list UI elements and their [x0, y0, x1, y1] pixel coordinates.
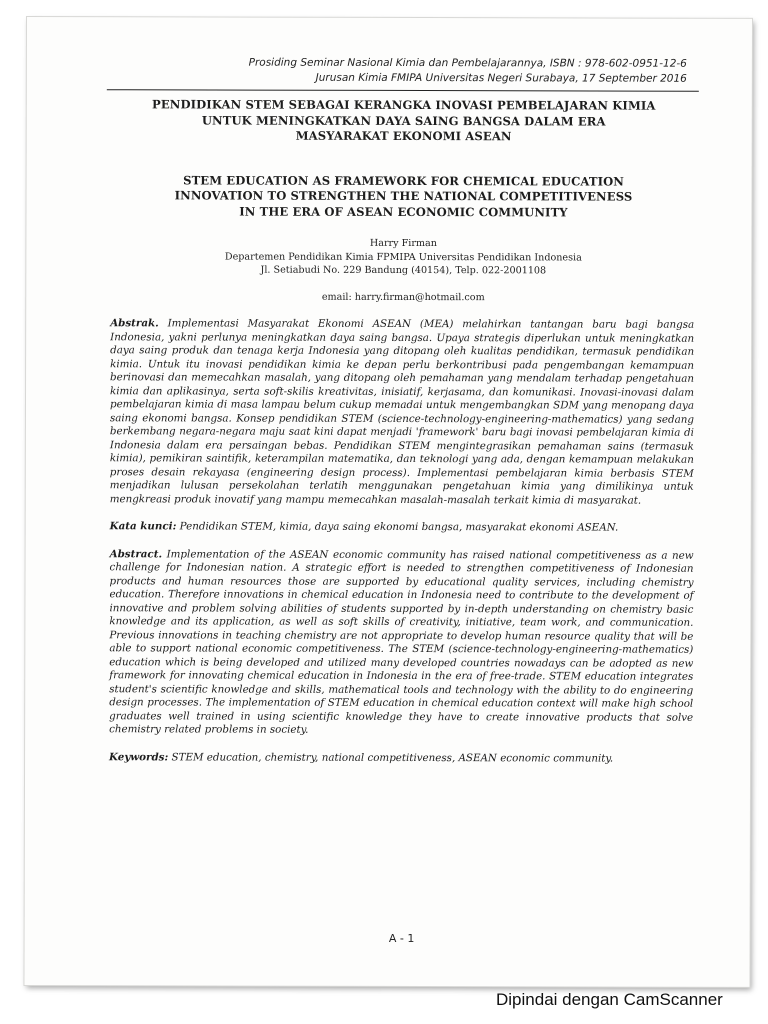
- title-id-line-3: MASYARAKAT EKONOMI ASEAN: [295, 128, 512, 144]
- abstract-en-text: Implementation of the ASEAN economic community has raised national competitiveness as a new challenge for Indonesian nation. A strategic effort is needed to strengthen competitiveness of Indonesian products and human resources those are supported by educational quality services, including chemistry education. Therefore innovations in chemical education in Indonesia need to contribute to the development of innovative and problem solving abilities of students supported by in-depth understanding on chemistry basic knowledge and its application, as well as soft skills of creativity, initiative, team work, and communication. Previous innovations in teaching chemistry are not appropriate to develop human resource quality that will be able to support national economic competitiveness. The STEM (science-technology-engineering-mathematics) education which is being developed and utilized many developed countries nowadays can be adopted as new framework for innovating chemical education in Indonesia in the era of free-trade. STEM education integrates student's scientific knowledge and skills, mathematical tools and technology with the ability to do engineering design processes. The implementation of STEM education in chemical education context will make high school graduates well trained in using scientific knowledge they have to create innovative products that solve chemistry related problems in society.: [109, 547, 694, 736]
- keywords-indonesian: [110, 520, 694, 535]
- author-address: Jl. Setiabudi No. 229 Bandung (40154), Telp. 022-2001108: [260, 264, 547, 277]
- title-en-line-2: INNOVATION TO STRENGTHEN THE NATIONAL COMPETITIVENESS: [174, 188, 633, 204]
- header-department-line: Jurusan Kimia FMIPA Universitas Negeri Surabaya, 17 September 2016: [315, 71, 687, 85]
- header-proceedings-line: Prosiding Seminar Nasional Kimia dan Pembelajarannya, ISBN : 978-602-0951-12-6: [248, 56, 687, 70]
- author-affiliation: Departemen Pendidikan Kimia FPMIPA Universitas Pendidikan Indonesia: [224, 251, 582, 263]
- author-email: email: harry.firman@hotmail.com: [321, 291, 485, 303]
- keywords-en-label: Keywords:: [109, 750, 169, 763]
- abstract-en-label: Abstract.: [109, 547, 163, 560]
- abstract-indonesian: [110, 317, 694, 508]
- title-english: [112, 173, 694, 221]
- abstract-english: [109, 548, 693, 739]
- camscanner-watermark: Dipindai dengan CamScanner: [496, 990, 723, 1009]
- title-en-line-3: IN THE ERA OF ASEAN ECONOMIC COMMUNITY: [239, 204, 568, 219]
- keywords-id-text: Pendidikan STEM, kimia, daya saing ekonomi bangsa, masyarakat ekonomi ASEAN.: [179, 520, 619, 534]
- paper-sheet: [24, 17, 752, 987]
- author-name: Harry Firman: [369, 237, 437, 250]
- abstract-id-label: Abstrak.: [110, 317, 159, 330]
- title-id-line-2: UNTUK MENINGKATKAN DAYA SAING BANGSA DALAM ERA: [201, 112, 606, 129]
- title-indonesian: [113, 97, 695, 145]
- keywords-id-label: Kata kunci:: [109, 520, 177, 533]
- title-en-line-1: STEM EDUCATION AS FRAMEWORK FOR CHEMICAL EDUCATION: [183, 172, 625, 189]
- title-id-line-1: PENDIDIKAN STEM SEBAGAI KERANGKA INOVASI PEMBELAJARAN KIMIA: [152, 97, 656, 113]
- keywords-en-text: STEM education, chemistry, national competitiveness, ASEAN economic community.: [171, 750, 614, 765]
- paper-content: [109, 55, 695, 946]
- running-header: [113, 55, 695, 87]
- abstract-id-text: Implementasi Masyarakat Ekonomi ASEAN (MEA) melahirkan tantangan baru bagi bangsa Indonesia, yakni perlunya meningkatkan daya saing bangsa. Upaya strategis diperlukan untuk meningkatkan daya saing produk dan tenaga kerja Indonesia yang ditopang oleh kualitas pendidikan, termasuk pendidikan kimia. Untuk itu inovasi pendidikan kimia ke depan perlu berkontribusi pada pengembangan kemampuan berinovasi dan memecahkan masalah, yang ditopang oleh pemahaman yang mendalam terhadap pengetahuan kimia dan aplikasinya, serta soft-skilis kreativitas, inisiatif, kerjasama, dan komunikasi. Inovasi-inovasi dalam pembelajaran kimia di masa lampau belum cukup memadai untuk mengembangkan SDM yang menopang daya saing ekonomi bangsa. Konsep pendidikan STEM (science-technology-engineering-mathematics) yang sedang berkembang negara-negara maju saat kini dapat menjadi 'framework' baru bagi inovasi pembelajaran kimia di Indonesia dalam era persaingan bebas. Pendidikan STEM mengintegrasikan pemahaman sains (termasuk kimia), pemikiran saintifik, keterampilan matematika, dan teknologi yang ada, dengan kemampuan melakukan proses desain rekayasa (engineering design process). Implementasi pembelajaran kimia berbasis STEM menjadikan lulusan persekolahan terlatih menggunakan pengetahuan kimia yang dimilikinya untuk mengkreasi produk inovatif yang mampu memecahkan masalah-masalah terkait kimia di masyarakat.: [109, 317, 695, 507]
- header-rule: [107, 89, 699, 92]
- page-number: A - 1: [388, 931, 415, 946]
- keywords-english: [109, 751, 693, 766]
